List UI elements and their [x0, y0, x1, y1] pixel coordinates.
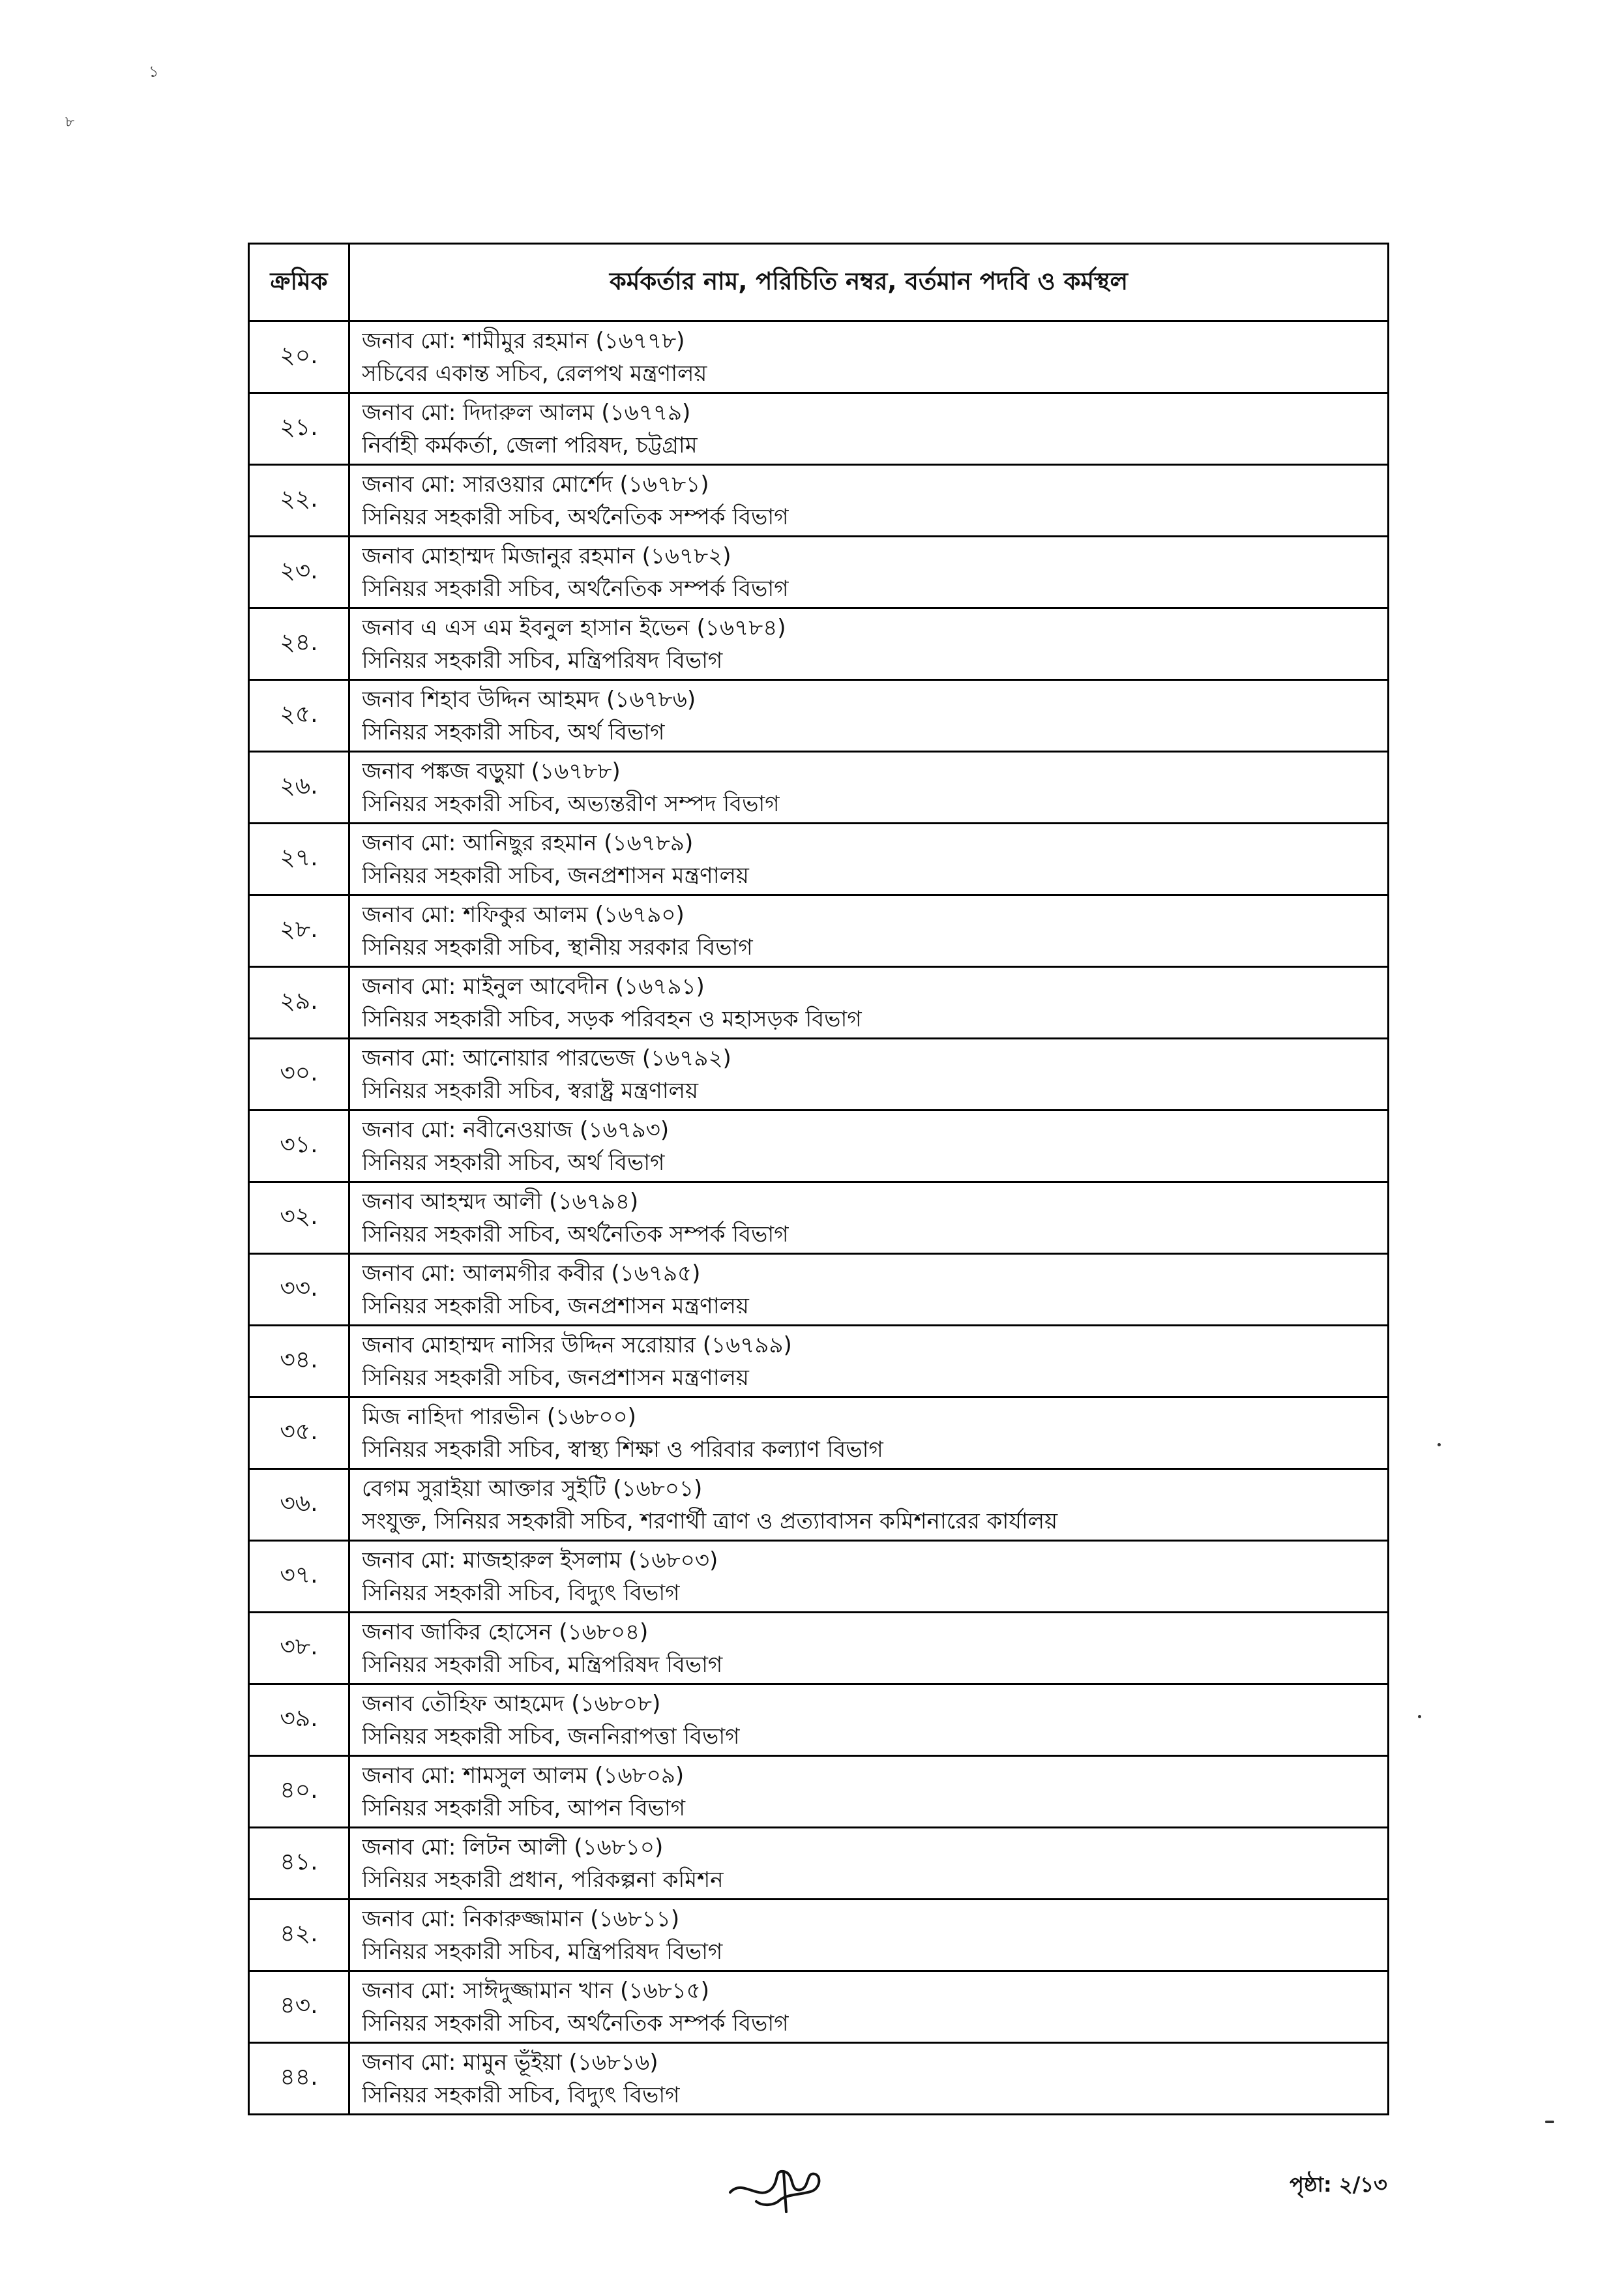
- table-row: [249, 1684, 1389, 1756]
- officer-post: সিনিয়র সহকারী সচিব, মন্ত্রিপরিষদ বিভাগ: [362, 647, 723, 674]
- officer-post: সিনিয়র সহকারী সচিব, মন্ত্রিপরিষদ বিভাগ: [362, 1651, 723, 1678]
- officer-info-cell: [349, 752, 1389, 824]
- table-row: [249, 1039, 1389, 1111]
- serial-column-header: ক্রমিক: [249, 244, 349, 321]
- officer-post: নির্বাহী কর্মকর্তা, জেলা পরিষদ, চট্টগ্রাম: [362, 432, 698, 458]
- officer-post: সিনিয়র সহকারী সচিব, জনপ্রশাসন মন্ত্রণালয়: [362, 862, 749, 889]
- officer-post: সিনিয়র সহকারী সচিব, বিদ্যুৎ বিভাগ: [362, 2081, 680, 2108]
- officer-info-cell: [349, 1469, 1389, 1541]
- table-row: [249, 1111, 1389, 1182]
- officer-post: সিনিয়র সহকারী সচিব, আপন বিভাগ: [362, 1795, 685, 1821]
- serial-cell: ২৩.: [249, 537, 349, 608]
- officer-name: জনাব মো: নবীনেওয়াজ (১৬৭৯৩): [362, 1116, 670, 1143]
- officer-name: জনাব মো: আলমগীর কবীর (১৬৭৯৫): [362, 1260, 701, 1287]
- table-body: [249, 321, 1389, 2115]
- serial-cell: ৩২.: [249, 1182, 349, 1254]
- serial-cell: ২৪.: [249, 608, 349, 680]
- info-column-header: কর্মকর্তার নাম, পরিচিতি নম্বর, বর্তমান পদবি ও কর্মস্থল: [349, 244, 1389, 321]
- officer-name: জনাব পঙ্কজ বড়ুয়া (১৬৭৮৮): [362, 758, 621, 784]
- officer-info-cell: [349, 680, 1389, 752]
- officer-post: সিনিয়র সহকারী সচিব, অভ্যন্তরীণ সম্পদ বিভাগ: [362, 790, 780, 817]
- serial-cell: ৪৩.: [249, 1971, 349, 2043]
- table-row: [249, 393, 1389, 465]
- stray-mark: ৮: [65, 114, 75, 130]
- officer-info-cell: [349, 1326, 1389, 1397]
- table-row: [249, 1828, 1389, 1900]
- officer-name: জনাব আহম্মদ আলী (১৬৭৯৪): [362, 1188, 639, 1215]
- serial-cell: ৩৫.: [249, 1397, 349, 1469]
- officer-info-cell: [349, 967, 1389, 1039]
- officer-name: জনাব মো: আনিছুর রহমান (১৬৭৮৯): [362, 829, 694, 856]
- table-row: [249, 1397, 1389, 1469]
- officer-name: জনাব মো: আনোয়ার পারভেজ (১৬৭৯২): [362, 1045, 731, 1071]
- speck: [1545, 2121, 1554, 2123]
- officer-name: জনাব মো: মাজহারুল ইসলাম (১৬৮০৩): [362, 1547, 718, 1573]
- table-row: [249, 1541, 1389, 1613]
- officer-info-cell: [349, 393, 1389, 465]
- table-row: [249, 537, 1389, 608]
- officer-info-cell: [349, 321, 1389, 393]
- officer-info-cell: [349, 537, 1389, 608]
- officer-info-cell: [349, 1182, 1389, 1254]
- officer-post: সিনিয়র সহকারী সচিব, অর্থ বিভাগ: [362, 1149, 665, 1176]
- officer-post: সিনিয়র সহকারী সচিব, স্বরাষ্ট্র মন্ত্রণালয়: [362, 1077, 699, 1104]
- table-row: [249, 824, 1389, 895]
- speck: [1418, 1715, 1421, 1718]
- table-row: [249, 321, 1389, 393]
- speck: [1438, 1443, 1441, 1446]
- officer-info-cell: [349, 1039, 1389, 1111]
- page-number: পৃষ্ঠা: ২/১৩: [1290, 2172, 1387, 2197]
- signature-mark: [724, 2152, 828, 2217]
- serial-cell: ৪১.: [249, 1828, 349, 1900]
- serial-cell: ২৮.: [249, 895, 349, 967]
- officer-name: জনাব জাকির হোসেন (১৬৮০৪): [362, 1618, 649, 1645]
- table-row: [249, 1613, 1389, 1684]
- serial-cell: ৩৯.: [249, 1684, 349, 1756]
- officer-name: জনাব মোহাম্মদ নাসির উদ্দিন সরোয়ার (১৬৭৯৯): [362, 1332, 792, 1358]
- serial-cell: ২৫.: [249, 680, 349, 752]
- officer-name: জনাব মো: শামীমুর রহমান (১৬৭৭৮): [362, 327, 685, 354]
- officer-info-cell: [349, 895, 1389, 967]
- officer-info-cell: [349, 824, 1389, 895]
- table-row: [249, 1254, 1389, 1326]
- officer-name: জনাব মোহাম্মদ মিজানুর রহমান (১৬৭৮২): [362, 543, 731, 569]
- serial-cell: ৪২.: [249, 1900, 349, 1971]
- officer-post: সিনিয়র সহকারী সচিব, সড়ক পরিবহন ও মহাসড়ক বিভাগ: [362, 1006, 862, 1032]
- serial-cell: ৩৩.: [249, 1254, 349, 1326]
- officer-info-cell: [349, 1900, 1389, 1971]
- officer-info-cell: [349, 1111, 1389, 1182]
- officer-name: জনাব শিহাব উদ্দিন আহমদ (১৬৭৮৬): [362, 686, 696, 713]
- officer-name: মিজ নাহিদা পারভীন (১৬৮০০): [362, 1403, 636, 1430]
- officer-name: জনাব মো: লিটন আলী (১৬৮১০): [362, 1834, 664, 1860]
- table-row: [249, 967, 1389, 1039]
- stray-mark: ১: [149, 63, 159, 81]
- table-row: [249, 2043, 1389, 2115]
- officer-info-cell: [349, 1684, 1389, 1756]
- officer-post: সিনিয়র সহকারী সচিব, অর্থনৈতিক সম্পর্ক বিভাগ: [362, 2010, 789, 2036]
- officer-post: সিনিয়র সহকারী সচিব, জননিরাপত্তা বিভাগ: [362, 1723, 740, 1750]
- officer-info-cell: [349, 1756, 1389, 1828]
- serial-cell: ২১.: [249, 393, 349, 465]
- table-row: [249, 1756, 1389, 1828]
- officer-info-cell: [349, 1971, 1389, 2043]
- serial-cell: ৪০.: [249, 1756, 349, 1828]
- officer-name: জনাব মো: শামসুল আলম (১৬৮০৯): [362, 1762, 685, 1789]
- officer-name: জনাব মো: দিদারুল আলম (১৬৭৭৯): [362, 399, 691, 426]
- officer-post: সিনিয়র সহকারী সচিব, মন্ত্রিপরিষদ বিভাগ: [362, 1938, 723, 1965]
- serial-cell: ৩০.: [249, 1039, 349, 1111]
- table-row: [249, 1326, 1389, 1397]
- serial-cell: ৩১.: [249, 1111, 349, 1182]
- table-row: [249, 1182, 1389, 1254]
- officer-info-cell: [349, 608, 1389, 680]
- officer-post: সিনিয়র সহকারী সচিব, অর্থনৈতিক সম্পর্ক বিভাগ: [362, 575, 789, 602]
- serial-cell: ২৯.: [249, 967, 349, 1039]
- serial-cell: ২৭.: [249, 824, 349, 895]
- officer-info-cell: [349, 1828, 1389, 1900]
- officer-name: জনাব মো: সারওয়ার মোর্শেদ (১৬৭৮১): [362, 471, 709, 498]
- officer-name: জনাব মো: নিকারুজ্জামান (১৬৮১১): [362, 1905, 680, 1932]
- officer-post: সিনিয়র সহকারী সচিব, অর্থনৈতিক সম্পর্ক বিভাগ: [362, 503, 789, 530]
- serial-cell: ৩৭.: [249, 1541, 349, 1613]
- officer-post: সিনিয়র সহকারী সচিব, স্থানীয় সরকার বিভাগ: [362, 934, 753, 961]
- officer-post: সিনিয়র সহকারী সচিব, অর্থ বিভাগ: [362, 719, 665, 745]
- table-row: [249, 752, 1389, 824]
- officer-name: জনাব মো: মামুন ভূঁইয়া (১৬৮১৬): [362, 2049, 658, 2076]
- officer-info-cell: [349, 1541, 1389, 1613]
- officer-info-cell: [349, 465, 1389, 537]
- officer-name: জনাব তৌহিফ আহমেদ (১৬৮০৮): [362, 1690, 661, 1717]
- officer-name: জনাব মো: মাইনুল আবেদীন (১৬৭৯১): [362, 973, 705, 1000]
- table-row: [249, 680, 1389, 752]
- officer-name: জনাব এ এস এম ইবনুল হাসান ইভেন (১৬৭৮৪): [362, 614, 786, 641]
- officer-post: সিনিয়র সহকারী সচিব, জনপ্রশাসন মন্ত্রণালয়: [362, 1364, 749, 1391]
- officer-table: [248, 243, 1389, 2115]
- officer-post: সংযুক্ত, সিনিয়র সহকারী সচিব, শরণার্থী ত্রাণ ও প্রত্যাবাসন কমিশনারের কার্যালয়: [362, 1508, 1058, 1534]
- officer-name: জনাব মো: শফিকুর আলম (১৬৭৯০): [362, 901, 685, 928]
- officer-post: সিনিয়র সহকারী সচিব, স্বাস্থ্য শিক্ষা ও পরিবার কল্যাণ বিভাগ: [362, 1436, 883, 1463]
- serial-cell: ২২.: [249, 465, 349, 537]
- table-row: [249, 1900, 1389, 1971]
- serial-cell: ৩৪.: [249, 1326, 349, 1397]
- officer-post: সিনিয়র সহকারী সচিব, অর্থনৈতিক সম্পর্ক বিভাগ: [362, 1221, 789, 1247]
- officer-post: সিনিয়র সহকারী সচিব, বিদ্যুৎ বিভাগ: [362, 1579, 680, 1606]
- table-row: [249, 1469, 1389, 1541]
- officer-post: সিনিয়র সহকারী প্রধান, পরিকল্পনা কমিশন: [362, 1866, 724, 1893]
- officer-info-cell: [349, 1613, 1389, 1684]
- table-row: [249, 895, 1389, 967]
- officer-name: বেগম সুরাইয়া আক্তার সুইটি (১৬৮০১): [362, 1475, 703, 1502]
- officer-name: জনাব মো: সাঈদুজ্জামান খান (১৬৮১৫): [362, 1977, 710, 2004]
- officer-info-cell: [349, 2043, 1389, 2115]
- table-row: [249, 608, 1389, 680]
- officer-post: সিনিয়র সহকারী সচিব, জনপ্রশাসন মন্ত্রণালয়: [362, 1292, 749, 1319]
- table-row: [249, 1971, 1389, 2043]
- officer-info-cell: [349, 1254, 1389, 1326]
- officer-info-cell: [349, 1397, 1389, 1469]
- table-header-row: [249, 244, 1389, 321]
- serial-cell: ৪৪.: [249, 2043, 349, 2115]
- serial-cell: ২০.: [249, 321, 349, 393]
- table-row: [249, 465, 1389, 537]
- officer-post: সচিবের একান্ত সচিব, রেলপথ মন্ত্রণালয়: [362, 360, 707, 387]
- serial-cell: ৩৬.: [249, 1469, 349, 1541]
- serial-cell: ৩৮.: [249, 1613, 349, 1684]
- serial-cell: ২৬.: [249, 752, 349, 824]
